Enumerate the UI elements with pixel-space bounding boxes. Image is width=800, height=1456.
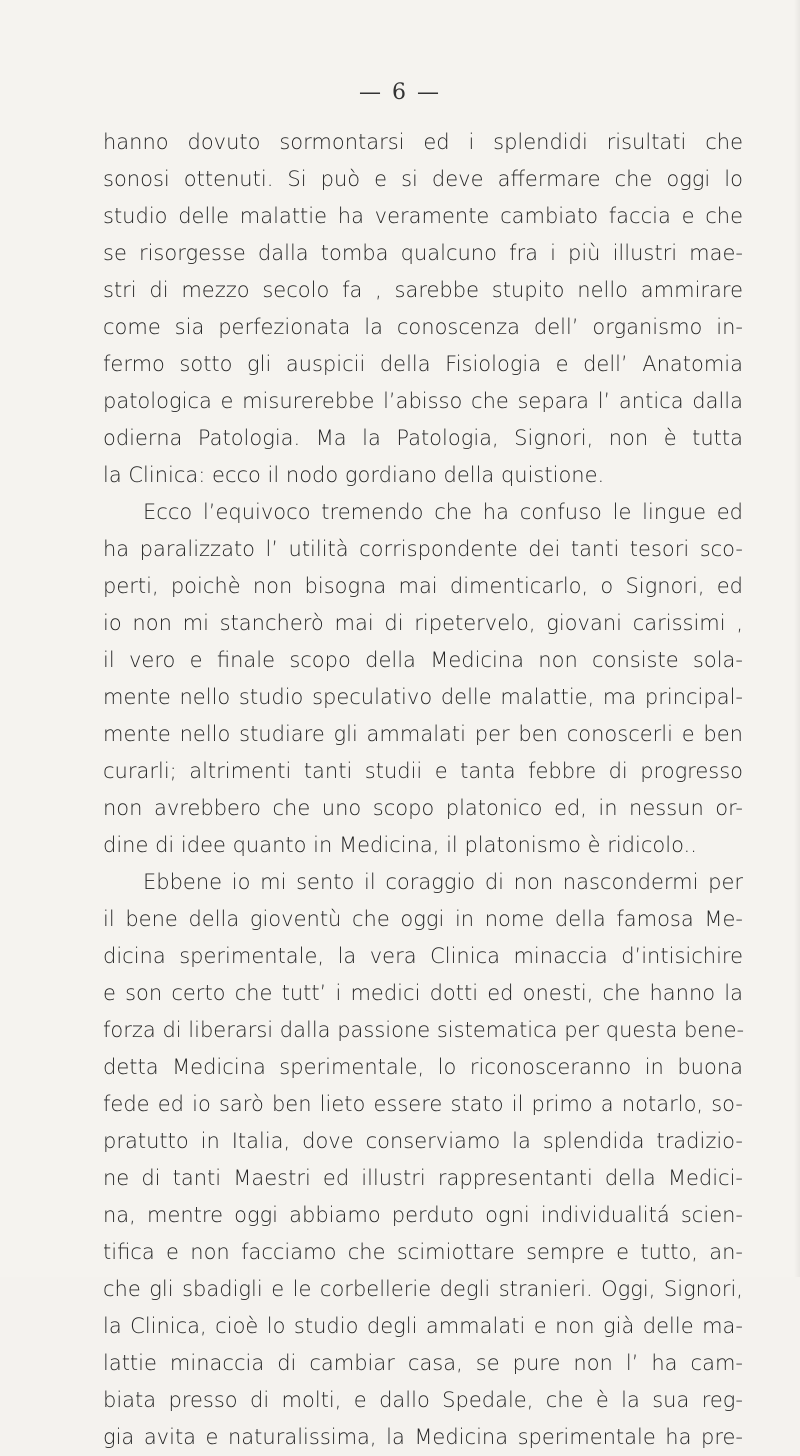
text-line: pratutto in Italia, dove conserviamo la splendida tradizio- (103, 1129, 743, 1153)
text-line: il vero e finale scopo della Medicina non consiste sola- (103, 648, 743, 672)
text-line: detta Medicina sperimentale, lo riconosceranno in buona (103, 1055, 743, 1079)
text-line: che gli sbadigli e le corbellerie degli stranieri. Oggi, Signori, (103, 1277, 743, 1301)
text-line: tifica e non facciamo che scimiottare sempre e tutto, an- (103, 1240, 743, 1264)
text-line: Ecco l’equivoco tremendo che ha confuso le lingue ed (143, 500, 743, 524)
text-line: mente nello studiare gli ammalati per ben conoscerli e ben (103, 722, 743, 746)
text-line: lattie minaccia di cambiar casa, se pure non l’ ha cam- (103, 1351, 743, 1375)
text-line: come sia perfezionata la conoscenza dell’ organismo in- (103, 315, 743, 339)
text-line: odierna Patologia. Ma la Patologia, Signori, non è tutta (103, 426, 743, 450)
text-line: se risorgesse dalla tomba qualcuno fra i più illustri mae- (103, 241, 743, 265)
text-line: curarli; altrimenti tanti studii e tanta febbre di progresso (103, 759, 743, 783)
text-line: e son certo che tutt’ i medici dotti ed onesti, che hanno la (103, 981, 743, 1005)
text-line: stri di mezzo secolo fa , sarebbe stupito nello ammirare (103, 278, 743, 302)
text-line: sonosi ottenuti. Si può e si deve affermare che oggi lo (103, 167, 743, 191)
text-line: Ebbene io mi sento il coraggio di non nascondermi per (143, 870, 743, 894)
text-line: patologica e misurerebbe l’abisso che separa l’ antica dalla (103, 389, 743, 413)
text-line: mente nello studio speculativo delle malattie, ma principal- (103, 685, 743, 709)
text-line: gia avita e naturalissima, la Medicina sperimentale ha pre- (103, 1425, 743, 1449)
text-line: forza di liberarsi dalla passione sistematica per questa bene- (103, 1018, 745, 1042)
text-line: dine di idee quanto in Medicina, il platonismo è ridicolo.. (103, 833, 697, 857)
text-line: la Clinica, cioè lo studio degli ammalati e non già delle ma- (103, 1314, 743, 1338)
text-line: perti, poichè non bisogna mai dimenticarlo, o Signori, ed (103, 574, 743, 598)
text-line: biata presso di molti, e dallo Spedale, che è la sua reg- (103, 1388, 743, 1412)
text-line: il bene della gioventù che oggi in nome della famosa Me- (103, 907, 743, 931)
text-line: fermo sotto gli auspicii della Fisiologia e dell’ Anatomia (103, 352, 743, 376)
page-edge-shadow (794, 0, 800, 1277)
text-line: non avrebbero che uno scopo platonico ed, in nessun or- (103, 796, 743, 820)
text-line: ha paralizzato l’ utilità corrispondente dei tanti tesori sco- (103, 537, 743, 561)
text-line: dicina sperimentale, la vera Clinica minaccia d’intisichire (103, 944, 743, 968)
text-line: fede ed io sarò ben lieto essere stato il primo a notarlo, so- (103, 1092, 743, 1116)
text-line: studio delle malattie ha veramente cambiato faccia e che (103, 204, 743, 228)
text-line: la Clinica: ecco il nodo gordiano della quistione. (103, 463, 605, 487)
body-text (103, 124, 743, 1456)
text-line: hanno dovuto sormontarsi ed i splendidi risultati che (103, 130, 743, 154)
text-line: na, mentre oggi abbiamo perduto ogni individualitá scien- (103, 1203, 743, 1227)
text-line: ne di tanti Maestri ed illustri rappresentanti della Medici- (103, 1166, 743, 1190)
page-number: — 6 — (359, 80, 441, 105)
text-line: io non mi stancherò mai di ripetervelo, giovani carissimi , (103, 611, 743, 635)
